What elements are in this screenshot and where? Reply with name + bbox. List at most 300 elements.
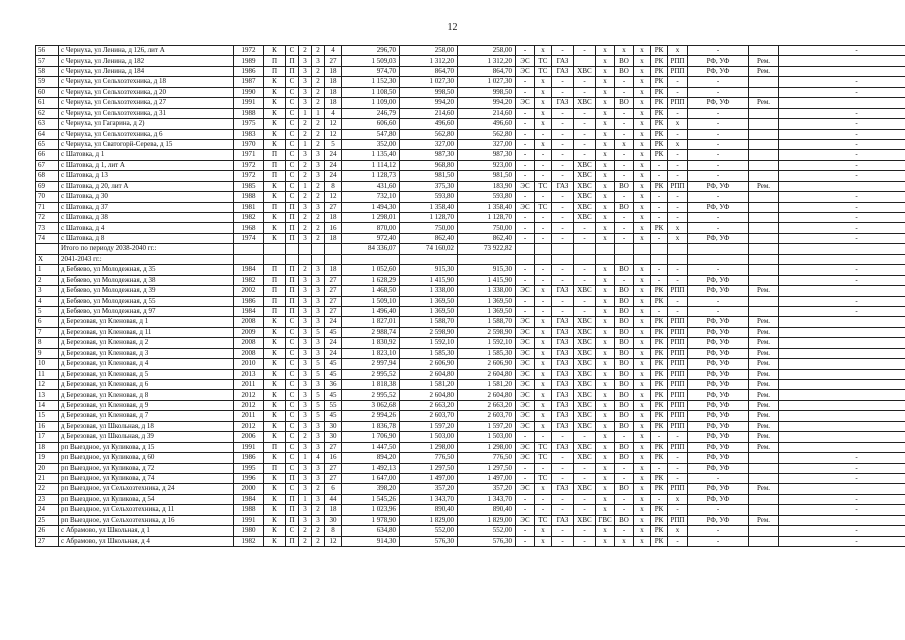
repair-cell: Рем. bbox=[749, 286, 779, 296]
apartments-cell: 24 bbox=[325, 338, 342, 348]
sewer-cell: - bbox=[615, 119, 634, 129]
gas-cell: ГАЗ bbox=[552, 66, 574, 76]
material-cell: С bbox=[286, 327, 299, 337]
total-area-cell: 1 545,26 bbox=[342, 494, 400, 504]
hot-water-cell: х bbox=[596, 202, 615, 212]
gas-cell: - bbox=[552, 453, 574, 463]
total-area-cell: 1 496,40 bbox=[342, 306, 400, 316]
gas-cell: - bbox=[552, 171, 574, 181]
table-row bbox=[36, 77, 905, 87]
repair-cell: Рем. bbox=[749, 327, 779, 337]
address-cell: с Чернуха, ул Сельхозтехника, д 18 bbox=[59, 77, 234, 87]
power-cell: - bbox=[516, 536, 535, 546]
address-cell: д Березовая, ул Кленовая, д 4 bbox=[59, 359, 234, 369]
basement-cell: - bbox=[668, 108, 688, 118]
flag-cell: х bbox=[634, 390, 651, 400]
gas-cell: - bbox=[552, 213, 574, 223]
facade-cell: РФ, УФ bbox=[688, 411, 749, 421]
floors-cell: 3 bbox=[299, 77, 312, 87]
gas-cell: ГАЗ bbox=[552, 286, 574, 296]
total-area-cell: 296,70 bbox=[342, 46, 400, 56]
material-cell: П bbox=[286, 66, 299, 76]
facade-cell: - bbox=[688, 526, 749, 536]
address-cell: д Бебяево, ул Молодежная, д 55 bbox=[59, 296, 234, 306]
entrances-cell: 2 bbox=[312, 505, 325, 515]
cold-water-cell: - bbox=[574, 233, 596, 243]
living-area-cell: 1 585,30 bbox=[400, 348, 458, 358]
heat-cell: х bbox=[535, 484, 552, 494]
row-number: 15 bbox=[36, 411, 59, 421]
row-number: 16 bbox=[36, 421, 59, 431]
hot-water-cell: х bbox=[596, 275, 615, 285]
table-row bbox=[36, 223, 905, 233]
row-number: 62 bbox=[36, 108, 59, 118]
extra-cell: - bbox=[779, 306, 905, 316]
cold-water-cell: ХВС bbox=[574, 171, 596, 181]
row-number: 19 bbox=[36, 453, 59, 463]
repair-cell: Рем. bbox=[749, 359, 779, 369]
gas-cell: - bbox=[552, 150, 574, 160]
basement-cell: - bbox=[668, 150, 688, 160]
basement-cell: РПП bbox=[668, 400, 688, 410]
address-cell: с Шатовка, д 4 bbox=[59, 223, 234, 233]
table-row bbox=[36, 286, 905, 296]
basement-cell: - bbox=[668, 275, 688, 285]
gas-cell: - bbox=[552, 46, 574, 56]
flag-cell: х bbox=[634, 473, 651, 483]
gas-cell: - bbox=[552, 223, 574, 233]
sewer-cell: - bbox=[615, 494, 634, 504]
living-area-cell: 576,30 bbox=[400, 536, 458, 546]
wall-type-cell: К bbox=[264, 129, 286, 139]
address-cell: рп Выездное, ул Сельхозтехника, д 11 bbox=[59, 505, 234, 515]
material-cell: С bbox=[286, 139, 299, 149]
residential-area-cell: 593,80 bbox=[458, 192, 516, 202]
wall-type-cell: К bbox=[264, 432, 286, 442]
total-area-cell: 431,60 bbox=[342, 181, 400, 191]
living-area-cell: 214,60 bbox=[400, 108, 458, 118]
empty-cell bbox=[342, 254, 400, 264]
residential-area-cell: 1 503,00 bbox=[458, 432, 516, 442]
living-area-cell: 357,20 bbox=[400, 484, 458, 494]
year-cell: 2008 bbox=[234, 338, 264, 348]
total-area-cell: 1 109,00 bbox=[342, 98, 400, 108]
floors-cell: 3 bbox=[299, 327, 312, 337]
total-area-sum: 84 336,07 bbox=[342, 244, 400, 254]
wall-type-cell: К bbox=[264, 327, 286, 337]
sewer-cell: ВО bbox=[615, 317, 634, 327]
material-cell: С bbox=[286, 421, 299, 431]
heat-cell: х bbox=[535, 421, 552, 431]
heat-cell: х bbox=[535, 411, 552, 421]
entrances-cell: 2 bbox=[312, 536, 325, 546]
extra-cell: - bbox=[779, 160, 905, 170]
table-row bbox=[36, 98, 905, 108]
repair-cell bbox=[749, 160, 779, 170]
heat-cell: х bbox=[535, 390, 552, 400]
empty-cell bbox=[688, 244, 749, 254]
flag-cell: х bbox=[634, 432, 651, 442]
flag-cell: х bbox=[634, 317, 651, 327]
flag-cell: х bbox=[634, 526, 651, 536]
cold-water-cell: - bbox=[574, 77, 596, 87]
empty-cell bbox=[651, 254, 668, 264]
gas-cell: - bbox=[552, 473, 574, 483]
table-row bbox=[36, 442, 905, 452]
apartments-cell: 45 bbox=[325, 390, 342, 400]
address-cell: рп Выездное, ул Куликова, д 54 bbox=[59, 494, 234, 504]
basement-cell: х bbox=[668, 223, 688, 233]
repair-cell bbox=[749, 233, 779, 243]
basement-cell: РПП bbox=[668, 442, 688, 452]
extra-cell: - bbox=[779, 463, 905, 473]
basement-cell: - bbox=[668, 453, 688, 463]
table-row bbox=[36, 265, 905, 275]
table-row bbox=[36, 473, 905, 483]
year-cell: 1972 bbox=[234, 160, 264, 170]
address-cell: с Чернуха, ул Сватогорй-Серева, д 15 bbox=[59, 139, 234, 149]
entrances-cell: 3 bbox=[312, 442, 325, 452]
roof-cell: - bbox=[651, 213, 668, 223]
row-number: 9 bbox=[36, 348, 59, 358]
residential-area-cell: 1 298,00 bbox=[458, 442, 516, 452]
year-cell: 1985 bbox=[234, 181, 264, 191]
sewer-cell: ВО bbox=[615, 327, 634, 337]
table-row bbox=[36, 192, 905, 202]
heat-cell: х bbox=[535, 286, 552, 296]
material-cell: С bbox=[286, 192, 299, 202]
heat-cell: - bbox=[535, 150, 552, 160]
residential-area-cell: 183,90 bbox=[458, 181, 516, 191]
address-cell: с Шатовка, д 38 bbox=[59, 213, 234, 223]
roof-cell: РК bbox=[651, 338, 668, 348]
roof-cell: РК bbox=[651, 453, 668, 463]
cold-water-cell: ХВС bbox=[574, 327, 596, 337]
floors-cell: 1 bbox=[299, 494, 312, 504]
hot-water-cell: х bbox=[596, 380, 615, 390]
flag-cell: х bbox=[634, 213, 651, 223]
total-area-cell: 1 509,10 bbox=[342, 296, 400, 306]
roof-cell: - bbox=[651, 494, 668, 504]
heat-cell: - bbox=[535, 171, 552, 181]
facade-cell: РФ, УФ bbox=[688, 181, 749, 191]
heat-cell: х bbox=[535, 87, 552, 97]
gas-cell: ГАЗ bbox=[552, 442, 574, 452]
table-row bbox=[36, 275, 905, 285]
entrances-cell: 2 bbox=[312, 46, 325, 56]
cold-water-cell: ХВС bbox=[574, 515, 596, 525]
cold-water-cell: - bbox=[574, 223, 596, 233]
hot-water-cell: х bbox=[596, 192, 615, 202]
repair-cell bbox=[749, 129, 779, 139]
living-area-cell: 1 592,10 bbox=[400, 338, 458, 348]
hot-water-cell: х bbox=[596, 46, 615, 56]
material-cell: С bbox=[286, 77, 299, 87]
power-cell: ЭС bbox=[516, 369, 535, 379]
year-cell: 1980 bbox=[234, 526, 264, 536]
living-area-cell: 327,00 bbox=[400, 139, 458, 149]
living-area-cell: 987,30 bbox=[400, 150, 458, 160]
residential-area-cell: 258,00 bbox=[458, 46, 516, 56]
heat-cell: - bbox=[535, 233, 552, 243]
flag-cell: х bbox=[634, 87, 651, 97]
residential-area-cell: 864,70 bbox=[458, 66, 516, 76]
entrances-cell: 3 bbox=[312, 380, 325, 390]
floors-cell: 2 bbox=[299, 119, 312, 129]
sewer-cell: ВО bbox=[615, 66, 634, 76]
gas-cell: - bbox=[552, 505, 574, 515]
table-row bbox=[36, 108, 905, 118]
facade-cell: РФ, УФ bbox=[688, 348, 749, 358]
heat-cell: ТС bbox=[535, 56, 552, 66]
wall-type-cell: К bbox=[264, 108, 286, 118]
residential-area-cell: 915,30 bbox=[458, 265, 516, 275]
year-cell: 1986 bbox=[234, 66, 264, 76]
cold-water-cell: ХВС bbox=[574, 181, 596, 191]
sewer-cell: ВО bbox=[615, 390, 634, 400]
facade-cell: - bbox=[688, 150, 749, 160]
row-number: 6 bbox=[36, 317, 59, 327]
address-cell: д Бебяево, ул Молодежная, д 38 bbox=[59, 275, 234, 285]
roof-cell: РК bbox=[651, 327, 668, 337]
floors-cell: 3 bbox=[299, 56, 312, 66]
flag-cell: х bbox=[634, 411, 651, 421]
extra-cell: - bbox=[779, 473, 905, 483]
power-cell: ЭС bbox=[516, 98, 535, 108]
residential-area-cell: 890,40 bbox=[458, 505, 516, 515]
total-area-cell: 1 830,92 bbox=[342, 338, 400, 348]
year-cell: 2012 bbox=[234, 390, 264, 400]
floors-cell: 3 bbox=[299, 411, 312, 421]
extra-cell: - bbox=[779, 108, 905, 118]
year-cell: 1991 bbox=[234, 442, 264, 452]
row-number: 4 bbox=[36, 296, 59, 306]
repair-cell bbox=[749, 265, 779, 275]
roof-cell: - bbox=[651, 306, 668, 316]
cold-water-cell: ХВС bbox=[574, 98, 596, 108]
residential-area-cell: 2 604,80 bbox=[458, 390, 516, 400]
roof-cell: - bbox=[651, 463, 668, 473]
hot-water-cell: х bbox=[596, 306, 615, 316]
gas-cell: - bbox=[552, 306, 574, 316]
apartments-cell: 45 bbox=[325, 327, 342, 337]
empty-cell bbox=[668, 254, 688, 264]
facade-cell: РФ, УФ bbox=[688, 327, 749, 337]
extra-cell bbox=[779, 421, 905, 431]
table-row bbox=[36, 400, 905, 410]
living-area-cell: 1 358,40 bbox=[400, 202, 458, 212]
row-number: 65 bbox=[36, 139, 59, 149]
flag-cell: х bbox=[634, 348, 651, 358]
table-row bbox=[36, 139, 905, 149]
apartments-cell: 45 bbox=[325, 359, 342, 369]
empty-cell bbox=[596, 244, 615, 254]
basement-cell: х bbox=[668, 46, 688, 56]
repair-cell: Рем. bbox=[749, 66, 779, 76]
power-cell: - bbox=[516, 108, 535, 118]
hot-water-cell: х bbox=[596, 181, 615, 191]
total-area-cell: 732,10 bbox=[342, 192, 400, 202]
material-cell: С bbox=[286, 526, 299, 536]
year-cell: 1968 bbox=[234, 223, 264, 233]
total-area-cell: 1 823,10 bbox=[342, 348, 400, 358]
cold-water-cell: - bbox=[574, 275, 596, 285]
table-row bbox=[36, 338, 905, 348]
entrances-cell: 2 bbox=[312, 233, 325, 243]
row-number: 1 bbox=[36, 265, 59, 275]
address-cell: с Шатовка, д 20, лит А bbox=[59, 181, 234, 191]
repair-cell: Рем. bbox=[749, 369, 779, 379]
address-cell: д Березовая, ул Кленовая, д 6 bbox=[59, 380, 234, 390]
wall-type-cell: К bbox=[264, 473, 286, 483]
table-row bbox=[36, 463, 905, 473]
power-cell: ЭС bbox=[516, 411, 535, 421]
floors-cell: 3 bbox=[299, 484, 312, 494]
repair-cell: Рем. bbox=[749, 348, 779, 358]
address-cell: рп Выездное, ул Куликова, д 60 bbox=[59, 453, 234, 463]
floors-cell: 1 bbox=[299, 139, 312, 149]
empty-cell bbox=[651, 244, 668, 254]
year-cell: 1981 bbox=[234, 202, 264, 212]
sewer-cell: ВО bbox=[615, 286, 634, 296]
apartments-cell: 18 bbox=[325, 66, 342, 76]
entrances-cell: 3 bbox=[312, 296, 325, 306]
material-cell: С bbox=[286, 400, 299, 410]
hot-water-cell: х bbox=[596, 338, 615, 348]
row-number: 2 bbox=[36, 275, 59, 285]
basement-cell: РПП bbox=[668, 380, 688, 390]
extra-cell: - bbox=[779, 296, 905, 306]
wall-type-cell: П bbox=[264, 160, 286, 170]
empty-cell bbox=[234, 244, 264, 254]
roof-cell: РК bbox=[651, 515, 668, 525]
living-area-cell: 552,00 bbox=[400, 526, 458, 536]
year-cell: 1988 bbox=[234, 192, 264, 202]
gas-cell: - bbox=[552, 129, 574, 139]
year-cell: 2013 bbox=[234, 369, 264, 379]
roof-cell: РК bbox=[651, 526, 668, 536]
apartments-cell: 45 bbox=[325, 369, 342, 379]
table-body bbox=[36, 46, 905, 547]
residential-area-cell: 1 581,20 bbox=[458, 380, 516, 390]
hot-water-cell: х bbox=[596, 160, 615, 170]
entrances-cell: 2 bbox=[312, 181, 325, 191]
heat-cell: х bbox=[535, 348, 552, 358]
material-cell: С bbox=[286, 484, 299, 494]
facade-cell: - bbox=[688, 129, 749, 139]
residential-area-cell: 776,50 bbox=[458, 453, 516, 463]
hot-water-cell: х bbox=[596, 233, 615, 243]
residential-area-cell: 2 598,90 bbox=[458, 327, 516, 337]
sewer-cell: ВО bbox=[615, 359, 634, 369]
living-area-cell: 750,00 bbox=[400, 223, 458, 233]
wall-type-cell: К bbox=[264, 119, 286, 129]
living-area-cell: 968,80 bbox=[400, 160, 458, 170]
material-cell: С bbox=[286, 442, 299, 452]
hot-water-cell: х bbox=[596, 432, 615, 442]
apartments-cell: 18 bbox=[325, 87, 342, 97]
entrances-cell: 3 bbox=[312, 348, 325, 358]
entrances-cell: 3 bbox=[312, 160, 325, 170]
table-row bbox=[36, 348, 905, 358]
living-area-cell: 998,50 bbox=[400, 87, 458, 97]
wall-type-cell: К bbox=[264, 213, 286, 223]
material-cell: П bbox=[286, 202, 299, 212]
apartments-cell: 24 bbox=[325, 348, 342, 358]
apartments-cell: 12 bbox=[325, 536, 342, 546]
entrances-cell: 5 bbox=[312, 390, 325, 400]
year-cell: 2008 bbox=[234, 348, 264, 358]
sewer-cell: - bbox=[615, 87, 634, 97]
sewer-cell: ВО bbox=[615, 400, 634, 410]
year-cell: 2011 bbox=[234, 411, 264, 421]
residential-area-cell: 1 369,50 bbox=[458, 296, 516, 306]
basement-cell: - bbox=[668, 306, 688, 316]
repair-cell bbox=[749, 192, 779, 202]
row-number: 59 bbox=[36, 77, 59, 87]
row-number bbox=[36, 244, 59, 254]
residential-area-cell: 496,60 bbox=[458, 119, 516, 129]
row-number: 20 bbox=[36, 463, 59, 473]
sewer-cell: ВО bbox=[615, 442, 634, 452]
cold-water-cell: - bbox=[574, 150, 596, 160]
power-cell: - bbox=[516, 77, 535, 87]
apartments-cell: 12 bbox=[325, 129, 342, 139]
empty-cell bbox=[615, 254, 634, 264]
empty-cell bbox=[234, 254, 264, 264]
total-label: Итого по периоду 2038-2040 гг.: bbox=[59, 244, 234, 254]
residential-area-cell: 1 297,50 bbox=[458, 463, 516, 473]
address-cell: с Чернуха, ул Сельхозтехника, д 6 bbox=[59, 129, 234, 139]
floors-cell: 3 bbox=[299, 473, 312, 483]
hot-water-cell: х bbox=[596, 494, 615, 504]
power-cell: ЭС bbox=[516, 327, 535, 337]
address-cell: д Березовая, ул Кленовая, д 11 bbox=[59, 327, 234, 337]
residential-area-cell: 2 663,20 bbox=[458, 400, 516, 410]
table-row bbox=[36, 296, 905, 306]
basement-cell: х bbox=[668, 526, 688, 536]
wall-type-cell: П bbox=[264, 286, 286, 296]
residential-area-cell: 1 829,00 bbox=[458, 515, 516, 525]
entrances-cell: 3 bbox=[312, 202, 325, 212]
living-area-cell: 994,20 bbox=[400, 98, 458, 108]
table-row bbox=[36, 484, 905, 494]
roof-cell: РК bbox=[651, 223, 668, 233]
heat-cell: ТС bbox=[535, 202, 552, 212]
basement-cell: - bbox=[668, 129, 688, 139]
residential-area-cell: 1 585,30 bbox=[458, 348, 516, 358]
year-cell: 1988 bbox=[234, 108, 264, 118]
row-number: 26 bbox=[36, 526, 59, 536]
repair-cell bbox=[749, 536, 779, 546]
empty-cell bbox=[552, 244, 574, 254]
facade-cell: РФ, УФ bbox=[688, 338, 749, 348]
row-number: 56 bbox=[36, 46, 59, 56]
row-number: 7 bbox=[36, 327, 59, 337]
apartments-cell: 18 bbox=[325, 265, 342, 275]
material-cell: С bbox=[286, 348, 299, 358]
gas-cell: ГАЗ bbox=[552, 98, 574, 108]
year-cell: 1989 bbox=[234, 56, 264, 66]
row-number: 57 bbox=[36, 56, 59, 66]
heat-cell: - bbox=[535, 265, 552, 275]
total-area-cell: 894,20 bbox=[342, 453, 400, 463]
living-area-cell: 1 597,20 bbox=[400, 421, 458, 431]
facade-cell: - bbox=[688, 213, 749, 223]
sewer-cell: ВО bbox=[615, 98, 634, 108]
power-cell: ЭС bbox=[516, 56, 535, 66]
entrances-cell: 5 bbox=[312, 400, 325, 410]
